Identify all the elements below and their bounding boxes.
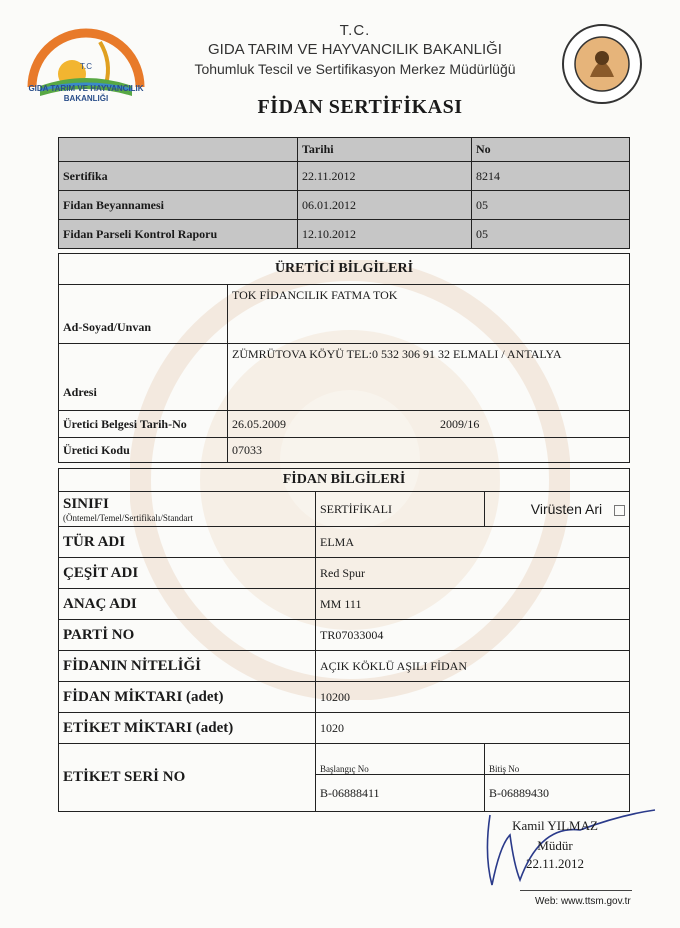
producer-code-label: Üretici Kodu: [59, 438, 228, 463]
header-tc: T.C.: [339, 22, 371, 39]
sapling-section-title: FİDAN BİLGİLERİ: [59, 469, 630, 492]
address-value: ZÜMRÜTOVA KÖYÜ TEL:0 532 306 91 32 ELMALI / ANTALYA: [228, 344, 630, 411]
producer-code-value: 07033: [228, 438, 630, 463]
page-title: FİDAN SERTİFİKASI: [257, 96, 463, 118]
row-no: 8214: [472, 162, 630, 191]
producer-cert-date: 26.05.2009: [228, 411, 437, 438]
header-unit: Tohumluk Tescil ve Sertifikasyon Merkez Müdürlüğü: [194, 61, 516, 77]
name-label: Ad-Soyad/Unvan: [59, 285, 228, 344]
certification-seal-icon: [560, 22, 644, 106]
producer-cert-label: Üretici Belgesi Tarih-No: [59, 411, 228, 438]
logo-text-tc: T.C: [80, 62, 92, 71]
row-label: Fidan Parseli Kontrol Raporu: [59, 220, 298, 249]
lot-value: TR07033004: [316, 620, 630, 651]
sapling-table: [58, 468, 630, 812]
producer-section-title: ÜRETİCİ BİLGİLERİ: [59, 254, 630, 285]
certificate-table: [58, 137, 630, 249]
serial-end-label: Bitiş No: [485, 744, 630, 775]
species-label: TÜR ADI: [59, 527, 316, 558]
header-ministry: GIDA TARIM VE HAYVANCILIK BAKANLIĞI: [208, 41, 502, 58]
rootstock-label: ANAÇ ADI: [59, 589, 316, 620]
table-row: [59, 220, 630, 249]
logo-text-ministry: GIDA TARIM VE HAYVANCILIK: [28, 84, 144, 93]
quantity-label: FİDAN MİKTARI (adet): [59, 682, 316, 713]
table-row: [59, 191, 630, 220]
quality-value: AÇIK KÖKLÜ AŞILI FİDAN: [316, 651, 630, 682]
address-label: Adresi: [59, 344, 228, 411]
row-no: 05: [472, 191, 630, 220]
row-no: 05: [472, 220, 630, 249]
row-label: Fidan Beyannamesi: [59, 191, 298, 220]
row-label: Sertifika: [59, 162, 298, 191]
class-label: SINIFI: [63, 495, 109, 512]
name-value: TOK FİDANCILIK FATMA TOK: [228, 285, 630, 344]
footer-divider: [520, 890, 632, 891]
signatory-title: Müdür: [537, 838, 573, 853]
row-date: 22.11.2012: [298, 162, 472, 191]
col-no-header: No: [472, 138, 630, 162]
signature-date: 22.11.2012: [525, 856, 585, 871]
label-quantity-value: 1020: [316, 713, 630, 744]
variety-value: Red Spur: [316, 558, 630, 589]
row-date: 06.01.2012: [298, 191, 472, 220]
serial-label: ETİKET SERİ NO: [59, 744, 316, 812]
footer-website: Web: www.ttsm.gov.tr: [535, 896, 631, 907]
serial-start-value: B-06888411: [316, 775, 485, 812]
row-date: 12.10.2012: [298, 220, 472, 249]
variety-label: ÇEŞİT ADI: [59, 558, 316, 589]
label-quantity-label: ETİKET MİKTARI (adet): [59, 713, 316, 744]
quality-label: FİDANIN NİTELİĞİ: [59, 651, 316, 682]
virus-free-checkbox: [614, 505, 625, 516]
table-row: [59, 162, 630, 191]
virus-free-label: Virüsten Ari: [530, 501, 603, 517]
producer-cert-no: 2009/16: [436, 411, 630, 438]
producer-table: [58, 253, 630, 463]
signatory-name: Kamil YILMAZ: [512, 818, 598, 833]
lot-label: PARTİ NO: [59, 620, 316, 651]
species-value: ELMA: [316, 527, 630, 558]
quantity-value: 10200: [316, 682, 630, 713]
class-sub-label: (Öntemel/Temel/Sertifikalı/Standart: [63, 512, 193, 523]
rootstock-value: MM 111: [316, 589, 630, 620]
serial-end-value: B-06889430: [485, 775, 630, 812]
logo-text-bakanlik: BAKANLIĞI: [63, 94, 109, 103]
col-date-header: Tarihi: [298, 138, 472, 162]
class-value: SERTİFİKALI: [316, 492, 485, 527]
serial-start-label: Başlangıç No: [316, 744, 485, 775]
